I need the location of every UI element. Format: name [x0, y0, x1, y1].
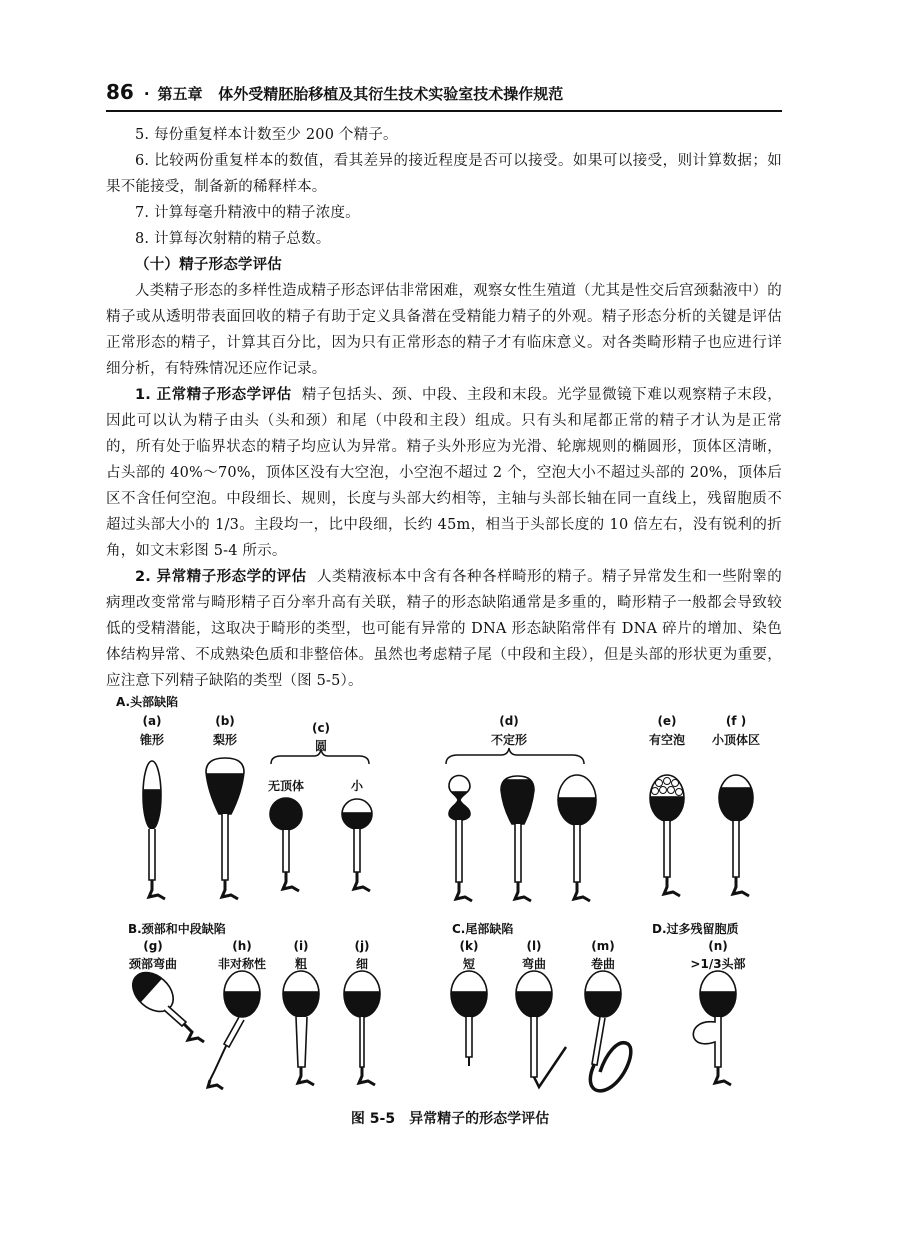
sperm-d1: [444, 776, 476, 902]
sperm-h: [208, 971, 262, 1089]
chapter-title: 体外受精胚胎移植及其衍生技术实验室技术操作规范: [218, 85, 564, 103]
label-name: 梨形: [212, 733, 238, 747]
label-letter: (a): [142, 714, 162, 728]
paragraph: 人类精子形态的多样性造成精子形态评估非常困难，观察女性生殖道（尤其是性交后宫颈黏液中）的精子或从透明带表面回收的精子有助于定义具备潜在受精能力精子的外观。精子形态分析的关键是评估正常形态的精子，计算其百分比，因为只有正常形态的精子才有临床意义。对各类畸形精子也应进行详细分析，有特殊情况还应作记录。: [106, 283, 782, 377]
label-name: 弯曲: [521, 957, 547, 971]
section-d-label: D.过多残留胞质: [652, 922, 739, 936]
paragraph: 2. 异常精子形态学的评估 人类精液标本中含有各种各样畸形的精子。精子异常发生和一些附睾的病理改变常常与畸形精子百分率升高有关联，精子的形态缺陷通常是多重的，畸形精子一般都会导致较低的受精潜能，这取决于畸形的类型，也可能有异常的 DNA 形态缺陷常伴有 DNA 碎片的增加、染色体结构异常、不成熟染色质和非整倍体。虽然也考虑精子尾（中段和主段），但是头部的形状更为重要，应注意下列精子缺陷的类型（图 5-5）。: [106, 569, 782, 689]
label-letter: (g): [143, 939, 163, 953]
chapter-label: 第五章: [157, 85, 203, 103]
label-name: 细: [355, 957, 369, 971]
sperm-d2: [498, 776, 538, 901]
label-name: 短: [462, 957, 476, 971]
label-name: 卷曲: [590, 957, 616, 971]
brace-c: [271, 749, 369, 764]
subheading: 2. 异常精子形态学的评估: [135, 569, 307, 585]
label-sub: 无顶体: [267, 779, 305, 793]
label-letter: (m): [591, 939, 615, 953]
section-a-label: A.头部缺陷: [116, 695, 179, 709]
sperm-k: [449, 971, 489, 1066]
label-name: 颈部弯曲: [128, 957, 178, 971]
figure-5-5: [106, 692, 782, 1104]
label-name: >1/3头部: [690, 957, 746, 971]
label-name: 有空泡: [648, 733, 686, 747]
sperm-m: [583, 971, 631, 1091]
label-letter: (l): [526, 939, 542, 953]
label-name: 小顶体区: [711, 733, 761, 747]
label-letter: (i): [293, 939, 309, 953]
sperm-f: [716, 775, 756, 896]
sperm-d3: [556, 775, 601, 901]
sperm-b: [201, 758, 251, 899]
header-rule: [106, 110, 782, 112]
sperm-i: [281, 971, 321, 1085]
section-b-label: B.颈部和中段缺陷: [128, 922, 226, 936]
paragraph: 1. 正常精子形态学评估 精子包括头、颈、中段、主段和末段。光学显微镜下难以观察精子末段，因此可以认为精子由头（头和颈）和尾（中段和主段）组成。只有头和尾都正常的精子才认为是正常的，所有处于临界状态的精子均应认为异常。精子头外形应为光滑、轮廓规则的椭圆形，顶体区清晰，占头部的 40%～70%，顶体区没有大空泡，小空泡不超过 2 个，空泡大小不超过头部的 20%，顶体后区不含任何空泡。中段细长、规则，长度与头部大约相等，主轴与头部长轴在同一直线上，残留胞质不超过头部大小的 1/3。主段均一，比中段细，长约 45m，相当于头部长度的 10 倍左右，没有锐利的折角，如文末彩图 5-4 所示。: [106, 387, 782, 559]
paragraph: 6. 比较两份重复样本的数值，看其差异的接近程度是否可以接受。如果可以接受，则计算数据；如果不能接受，制备新的稀释样本。: [106, 153, 782, 195]
section-c-label: C.尾部缺陷: [452, 922, 514, 936]
label-name: 非对称性: [217, 957, 267, 971]
label-name: 粗: [294, 957, 308, 971]
sperm-l: [514, 971, 566, 1087]
label-letter: (j): [354, 939, 370, 953]
label-letter: (d): [499, 714, 519, 728]
figure-caption: 图 5-5 异常精子的形态学评估: [350, 1111, 550, 1127]
sperm-c2: [340, 799, 375, 891]
label-name: 不定形: [490, 733, 528, 747]
page-number: 86: [106, 80, 134, 104]
paragraph: 5. 每份重复样本计数至少 200 个精子。: [135, 127, 398, 143]
label-sub: 小: [350, 779, 364, 793]
body-text: [106, 122, 782, 694]
running-header: [106, 80, 782, 106]
label-letter: (e): [657, 714, 677, 728]
label-letter: (f ): [725, 714, 747, 728]
section-heading: （十）精子形态学评估: [135, 257, 282, 273]
label-letter: (c): [311, 721, 331, 735]
header-dot: ·: [143, 85, 150, 103]
label-letter: (n): [708, 939, 728, 953]
label-name: 圆: [314, 739, 328, 753]
paragraph: 7. 计算每毫升精液中的精子浓度。: [135, 205, 360, 221]
subheading: 1. 正常精子形态学评估: [135, 387, 292, 403]
sperm-n: [693, 971, 738, 1085]
sperm-c1: [270, 798, 302, 891]
label-letter: (h): [232, 939, 252, 953]
label-letter: (b): [215, 714, 235, 728]
paragraph: 8. 计算每次射精的精子总数。: [135, 231, 331, 247]
sperm-a: [136, 761, 171, 899]
sperm-j: [342, 971, 382, 1085]
label-letter: (k): [459, 939, 479, 953]
brace-d: [446, 748, 584, 764]
label-name: 锥形: [139, 733, 165, 747]
sperm-e: [648, 775, 688, 896]
